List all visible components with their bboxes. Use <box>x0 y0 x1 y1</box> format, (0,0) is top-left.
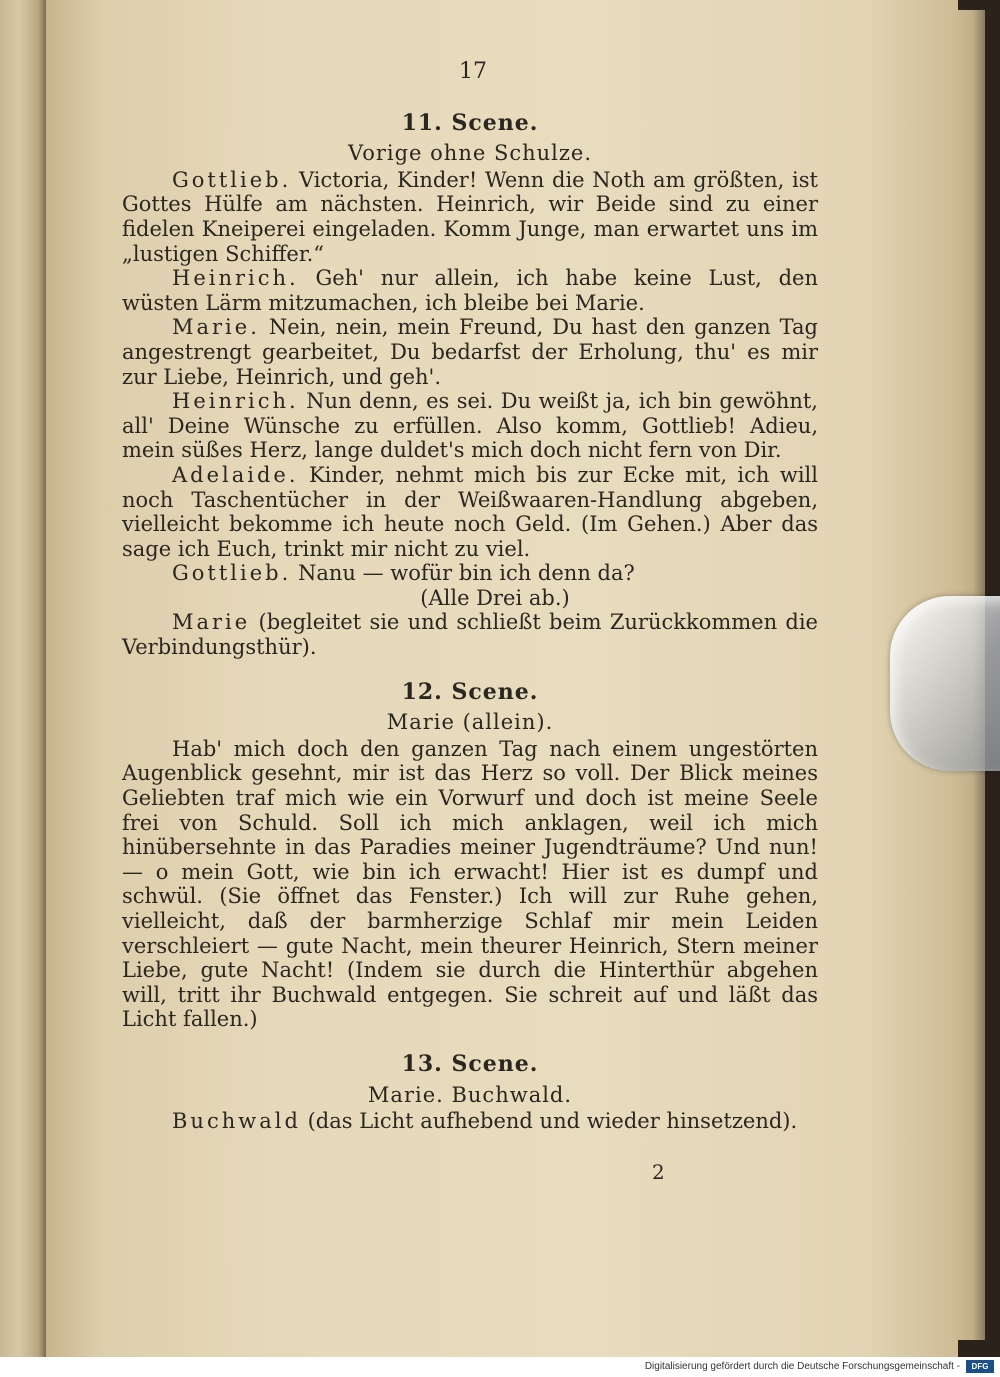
page-clip-image <box>890 596 1000 771</box>
dialogue-text: Nanu — wofür bin ich denn da? <box>297 561 635 586</box>
dialogue-text: Victoria, Kinder! Wenn die Noth am größten, ist Gottes Hülfe am nächsten. Heinrich, wir Beide sind zu einer fidelen Kneiperei eingeladen. Komm Junge, man erwartet uns im „lustigen Schiffer.“ <box>122 167 818 266</box>
stage-direction: (Alle Drei ab.) <box>420 585 570 610</box>
dialogue-text: Geh' nur allein, ich habe keine Lust, den wüsten Lärm mitzumachen, ich bleibe bei Marie. <box>122 266 818 315</box>
dialogue-paragraph <box>122 1109 818 1134</box>
dialogue-text: (begleitet sie und schließt beim Zurückkommen die Verbindungsthür). <box>122 610 818 660</box>
dialogue-text: Nun denn, es sei. Du weißt ja, ich bin gewöhnt, all' Deine Wünsche zu erfüllen. Also komm, Gottlieb! Adieu, mein süßes Herz, lange duldet's mich doch nicht fern von Dir. <box>122 389 818 463</box>
dialogue-text: Hab' mich doch den ganzen Tag nach einem ungestörten Augenblick gesehnt, mir ist das Herz so voll. Der Blick meines Geliebten traf mich wie ein Vorwurf und doch ist meine Seele frei von Schuld. Soll ich mich anklagen, weil ich mich hinübersehnte in das Paradies meiner Jugendträume? Und nun! — o mein Gott, wie bin ich erwacht! Hier ist es dumpf und schwül. (Sie öffnet das Fenster.) Ich will zur Ruhe gehen, vielleicht, daß der barmherzige Schlaf mir mein Leiden verschleiert — gute Nacht, mein theurer Heinrich, Stern meiner Liebe, gute Nacht! (Indem sie durch die Hinterthür abgehen will, tritt ihr Buchwald entgegen. Sie schreit auf und läßt das Licht fallen.) <box>122 736 818 1032</box>
dialogue-paragraph <box>122 463 818 561</box>
dialogue-text: Kinder, nehmt mich bis zur Ecke mit, ich will noch Taschentücher in der Weißwaaren-Handlung abgeben, vielleicht bekomme ich heute noch Geld. (Im Gehen.) Aber das sage ich Euch, trinkt mir nicht zu viel. <box>122 462 818 561</box>
speaker-name: Heinrich. <box>172 266 299 291</box>
dfg-logo: DFG <box>966 1360 994 1373</box>
dialogue-paragraph <box>122 610 818 659</box>
speaker-name: Marie. <box>172 315 260 340</box>
scene-heading: 13. Scene. <box>401 1050 539 1077</box>
speaker-name: Adelaide. <box>172 462 299 487</box>
digitization-footer <box>0 1357 1000 1377</box>
scene-cast: Marie (allein). <box>386 710 554 735</box>
speaker-name: Gottlieb. <box>172 167 292 192</box>
scene-cast: Vorige ohne Schulze. <box>347 141 593 166</box>
facing-page-edge <box>0 0 48 1357</box>
speaker-name: Marie <box>172 610 251 635</box>
dialogue-paragraph <box>122 737 818 1032</box>
dialogue-paragraph <box>122 168 818 266</box>
dialogue-paragraph <box>122 561 818 586</box>
speaker-name: Gottlieb. <box>172 561 292 586</box>
dialogue-paragraph <box>122 315 818 389</box>
speaker-name: Buchwald <box>172 1109 301 1134</box>
signature-mark: 2 <box>652 1160 665 1184</box>
page-number: 17 <box>459 59 487 84</box>
dialogue-text: (das Licht aufhebend und wieder hinsetzend). <box>307 1109 798 1134</box>
dialogue-paragraph <box>122 266 818 315</box>
scene-heading: 12. Scene. <box>401 678 539 705</box>
dialogue-paragraph <box>122 389 818 463</box>
scene-heading: 11. Scene. <box>401 109 539 136</box>
page-text <box>122 60 818 1134</box>
footer-credit: Digitalisierung gefördert durch die Deutsche Forschungsgemeinschaft - <box>644 1361 960 1372</box>
dialogue-text: Nein, nein, mein Freund, Du hast den ganzen Tag angestrengt gearbeitet, Du bedarfst der Erholung, thu' es mir zur Liebe, Heinrich, und geh'. <box>122 315 818 389</box>
scene-cast: Marie. Buchwald. <box>367 1082 573 1107</box>
speaker-name: Heinrich. <box>172 389 299 414</box>
